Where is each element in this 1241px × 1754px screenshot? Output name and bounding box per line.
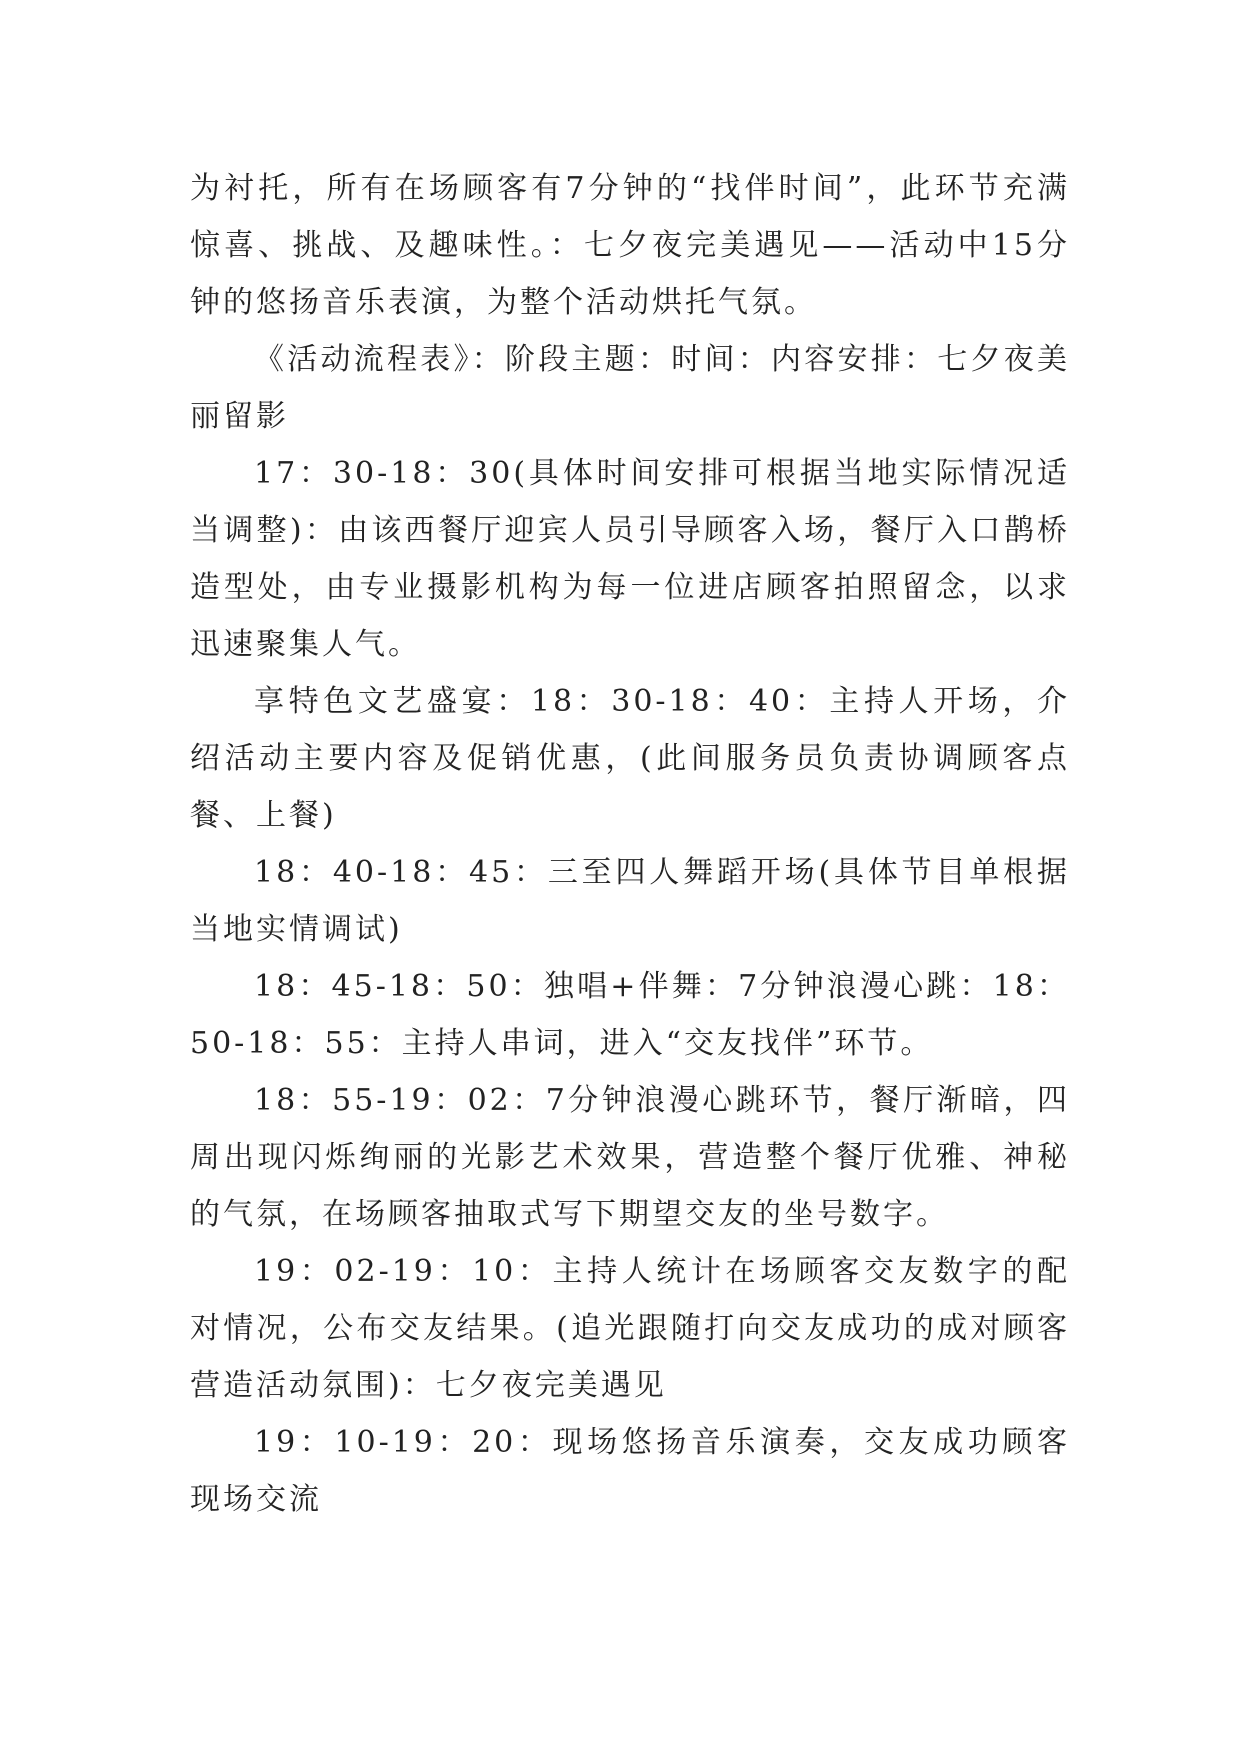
- paragraph-schedule-header: 《活动流程表》：阶段主题：时间：内容安排：七夕夜美丽留影: [190, 342, 1070, 434]
- document-body: [190, 160, 1070, 1528]
- paragraph-1845-1855: 18：45-18：50：独唱+伴舞：7分钟浪漫心跳：18：50-18：55：主持人串词，进入“交友找伴”环节。: [190, 969, 1070, 1061]
- paragraph-1910-1920: 19：10-19：20：现场悠扬音乐演奏，交友成功顾客现场交流: [190, 1425, 1070, 1517]
- paragraph-intro: 为衬托，所有在场顾客有7分钟的“找伴时间”，此环节充满惊喜、挑战、及趣味性。：七夕夜完美遇见——活动中15分钟的悠扬音乐表演，为整个活动烘托气氛。: [190, 171, 1070, 320]
- paragraph-1902-1910: 19：02-19：10：主持人统计在场顾客交友数字的配对情况，公布交友结果。(追光跟随打向交友成功的成对顾客营造活动氛围)：七夕夜完美遇见: [190, 1254, 1070, 1403]
- paragraph-1830-1840: 享特色文艺盛宴：18：30-18：40：主持人开场，介绍活动主要内容及促销优惠，(此间服务员负责协调顾客点餐、上餐): [190, 684, 1070, 833]
- paragraph-1840-1845: 18：40-18：45：三至四人舞蹈开场(具体节目单根据当地实情调试): [190, 855, 1070, 947]
- paragraph-1855-1902: 18：55-19：02：7分钟浪漫心跳环节，餐厅渐暗，四周出现闪烁绚丽的光影艺术效果，营造整个餐厅优雅、神秘的气氛，在场顾客抽取式写下期望交友的坐号数字。: [190, 1083, 1070, 1232]
- paragraph-1730-1830: 17：30-18：30(具体时间安排可根据当地实际情况适当调整)：由该西餐厅迎宾人员引导顾客入场，餐厅入口鹊桥造型处，由专业摄影机构为每一位进店顾客拍照留念，以求迅速聚集人气。: [190, 456, 1070, 662]
